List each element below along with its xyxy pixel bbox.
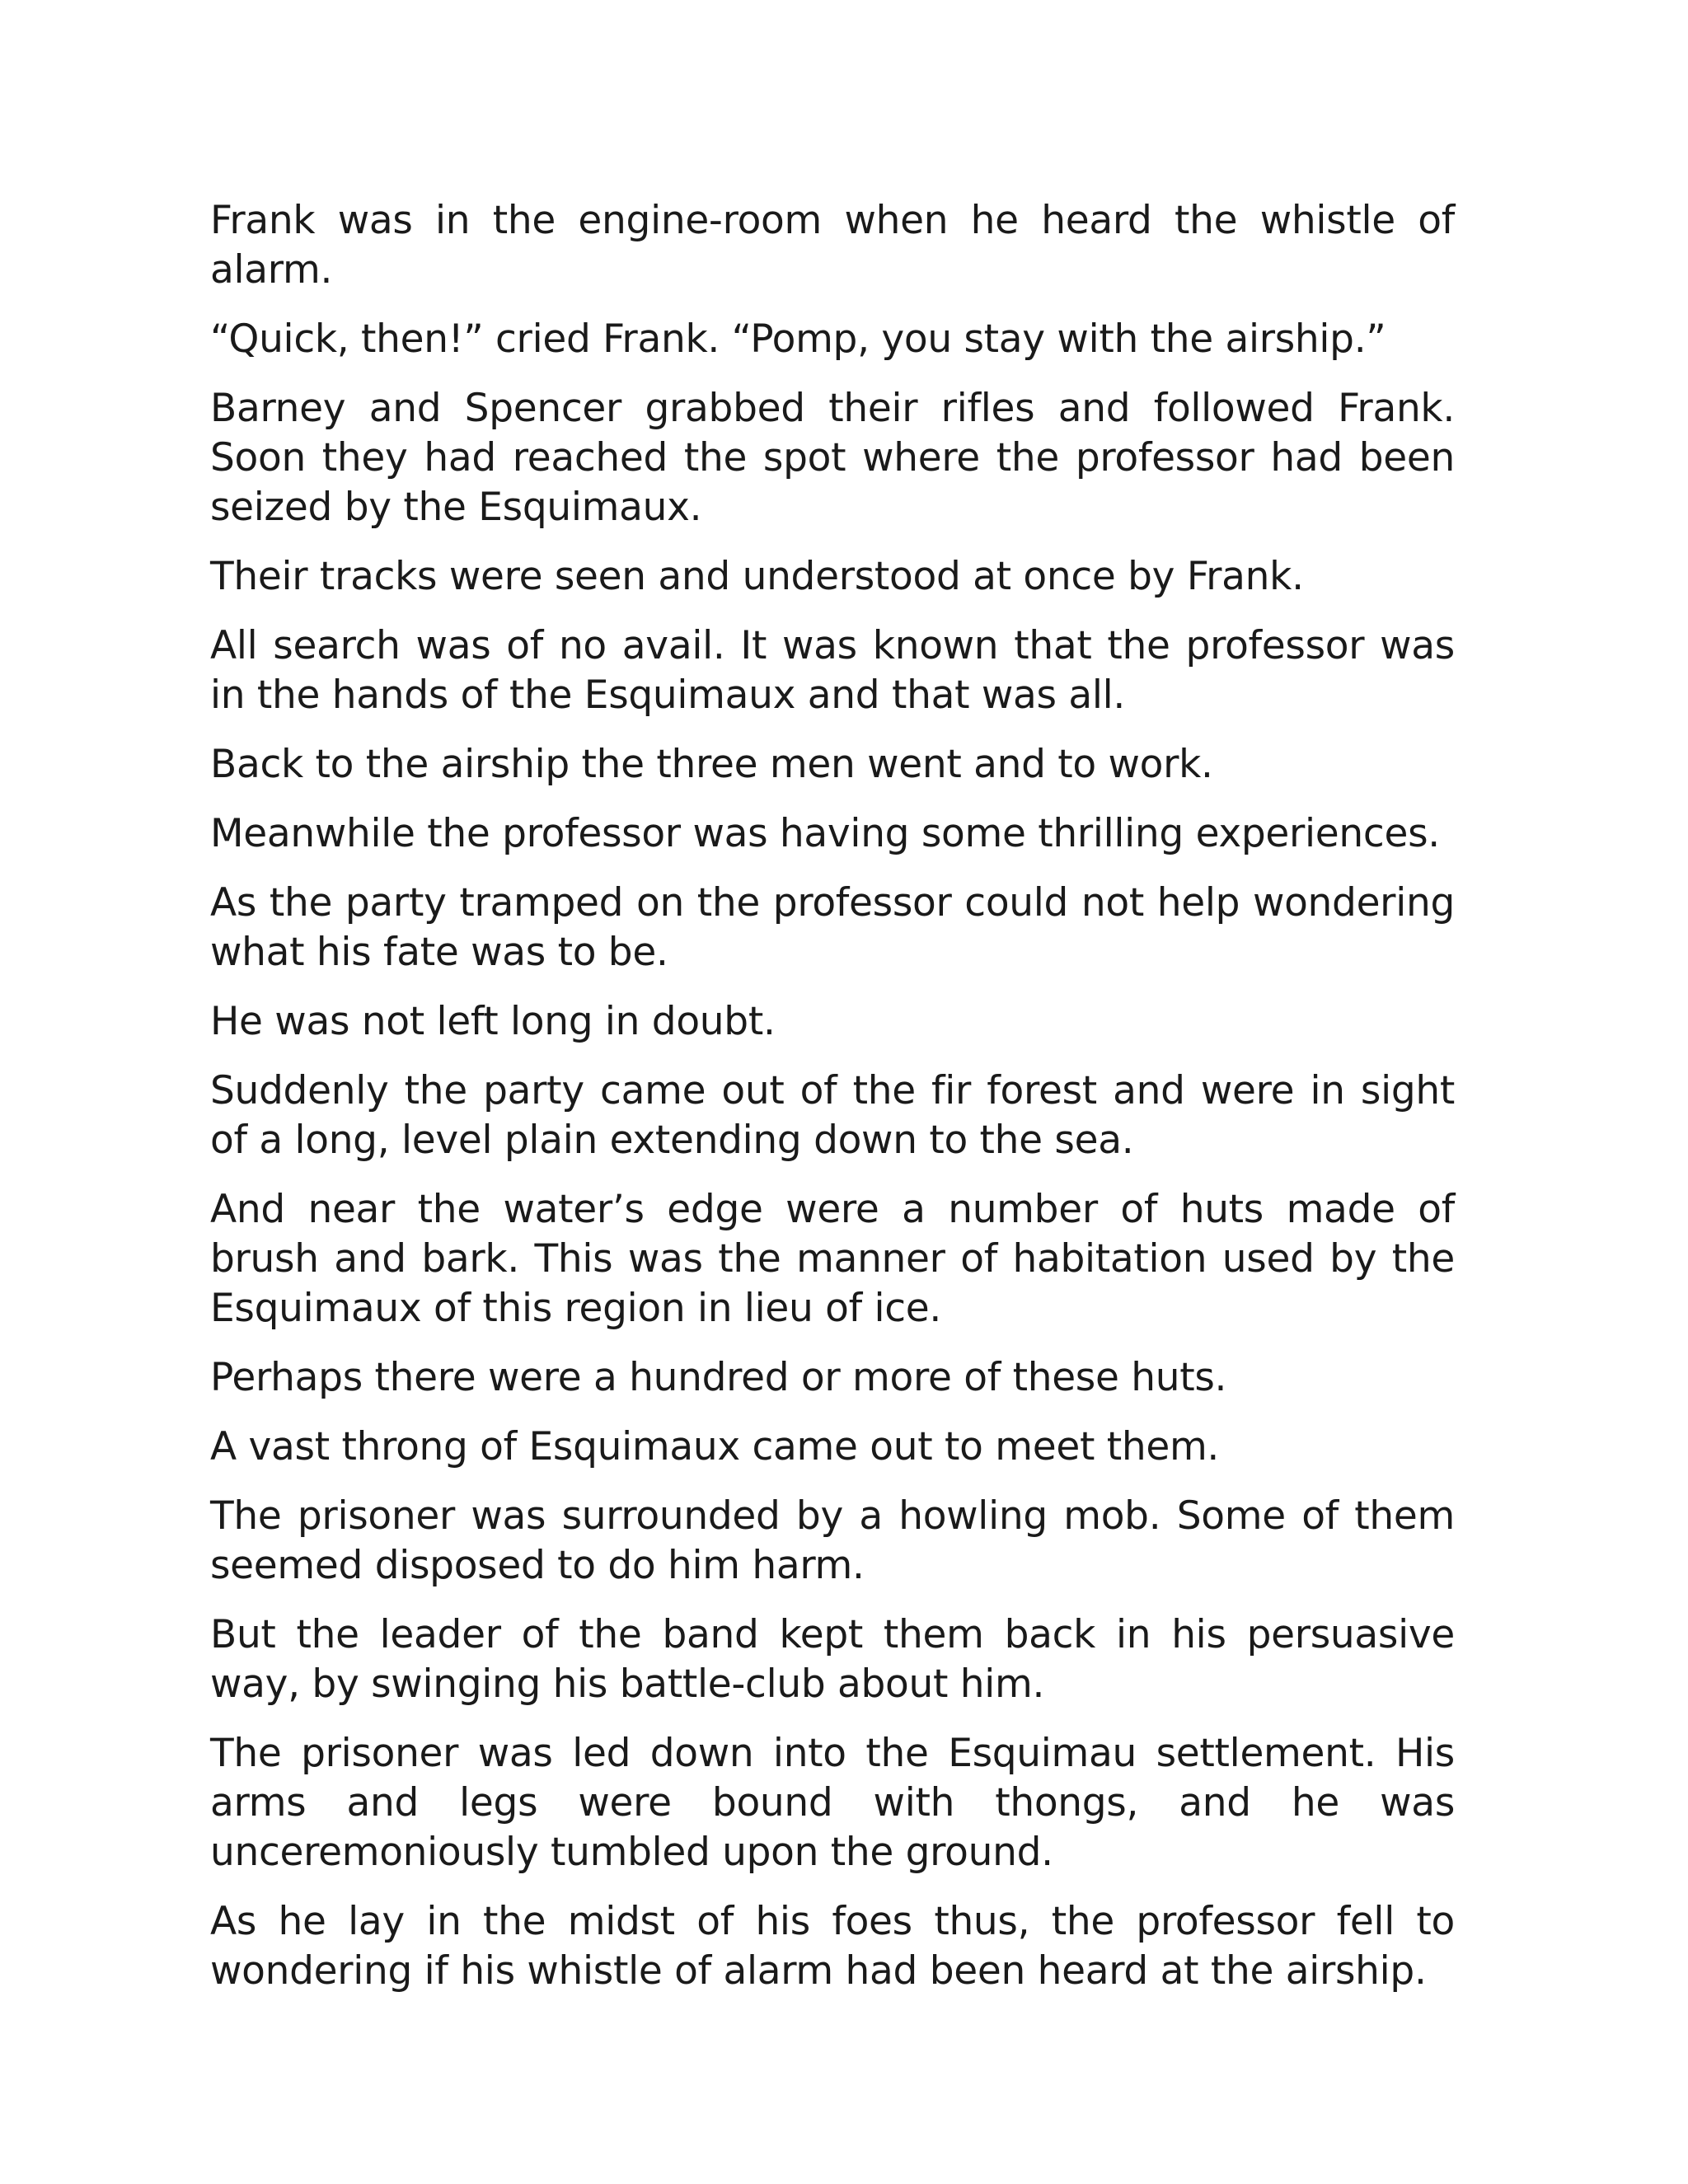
paragraph: All search was of no avail. It was known that the professor was in the hands of the Esquimaux and that was all. — [210, 623, 1455, 718]
paragraph: Their tracks were seen and understood at once by Frank. — [210, 554, 1304, 599]
paragraph: Perhaps there were a hundred or more of these huts. — [210, 1355, 1227, 1400]
body-text — [210, 196, 1455, 2016]
paragraph: Back to the airship the three men went and to work. — [210, 742, 1213, 787]
paragraph: But the leader of the band kept them back in his persuasive way, by swinging his battle-club about him. — [210, 1612, 1455, 1707]
paragraph: And near the water’s edge were a number of huts made of brush and bark. This was the manner of habitation used by the Esquimaux of this region in lieu of ice. — [210, 1187, 1455, 1331]
paragraph: The prisoner was led down into the Esquimau settlement. His arms and legs were bound with thongs, and he was unceremoniously tumbled upon the ground. — [210, 1731, 1455, 1875]
paragraph: Frank was in the engine-room when he heard the whistle of alarm. — [210, 198, 1455, 293]
paragraph: Barney and Spencer grabbed their rifles and followed Frank. Soon they had reached the spot where the professor had been seized by the Esquimaux. — [210, 386, 1455, 530]
paragraph: Meanwhile the professor was having some thrilling experiences. — [210, 811, 1440, 856]
paragraph: The prisoner was surrounded by a howling mob. Some of them seemed disposed to do him harm. — [210, 1493, 1455, 1588]
paragraph: A vast throng of Esquimaux came out to meet them. — [210, 1424, 1220, 1469]
paragraph: “Quick, then!” cried Frank. “Pomp, you stay with the airship.” — [210, 316, 1386, 362]
paragraph: As the party tramped on the professor could not help wondering what his fate was to be. — [210, 880, 1455, 975]
paragraph: He was not left long in doubt. — [210, 999, 776, 1044]
paragraph: Suddenly the party came out of the fir forest and were in sight of a long, level plain extending down to the sea. — [210, 1068, 1455, 1163]
paragraph: As he lay in the midst of his foes thus, the professor fell to wondering if his whistle of alarm had been heard at the airship. — [210, 1899, 1455, 1994]
